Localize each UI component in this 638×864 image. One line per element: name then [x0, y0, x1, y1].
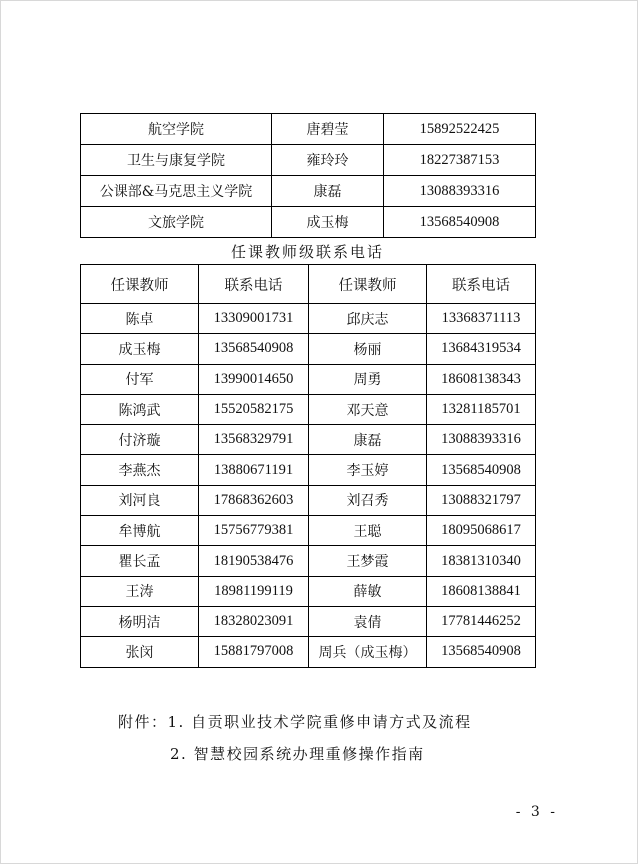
- teacher-name-cell: 陈鸿武: [81, 394, 199, 424]
- teacher-phone-cell: 13088393316: [427, 425, 536, 455]
- teacher-name-cell: 杨丽: [309, 334, 427, 364]
- teacher-name-cell: 刘河良: [81, 485, 199, 515]
- teacher-name-cell: 牟博航: [81, 516, 199, 546]
- teacher-row: [81, 546, 536, 576]
- teacher-row: [81, 304, 536, 334]
- teacher-name-cell: 王涛: [81, 576, 199, 606]
- teacher-row: [81, 364, 536, 394]
- contact-name-cell: 雍玲玲: [272, 145, 384, 176]
- teacher-name-cell: 付军: [81, 364, 199, 394]
- teacher-name-cell: 刘召秀: [309, 485, 427, 515]
- teacher-name-cell: 邓天意: [309, 394, 427, 424]
- teacher-phone-cell: 18328023091: [199, 606, 309, 636]
- teacher-name-cell: 李燕杰: [81, 455, 199, 485]
- teacher-name-cell: 王聪: [309, 516, 427, 546]
- teacher-phone-cell: 13568329791: [199, 425, 309, 455]
- teacher-phone-cell: 13568540908: [427, 637, 536, 667]
- teacher-row: [81, 606, 536, 636]
- teacher-phone-cell: 13281185701: [427, 394, 536, 424]
- teacher-row: [81, 576, 536, 606]
- teacher-name-cell: 周勇: [309, 364, 427, 394]
- contact-name-cell: 唐碧莹: [272, 114, 384, 145]
- teacher-phone-cell: 13368371113: [427, 304, 536, 334]
- teacher-name-cell: 付济璇: [81, 425, 199, 455]
- college-row: [81, 176, 536, 207]
- contact-phone-cell: 13088393316: [384, 176, 536, 207]
- header-phone-1: 联系电话: [199, 265, 309, 304]
- teacher-phone-cell: 13568540908: [427, 455, 536, 485]
- teacher-name-cell: 邱庆志: [309, 304, 427, 334]
- page-number: - 3 -: [515, 804, 558, 820]
- college-name-cell: 公课部&马克思主义学院: [81, 176, 272, 207]
- college-name-cell: 卫生与康复学院: [81, 145, 272, 176]
- teacher-row: [81, 425, 536, 455]
- teacher-name-cell: 薛敏: [309, 576, 427, 606]
- header-phone-2: 联系电话: [427, 265, 536, 304]
- teacher-phone-cell: 18381310340: [427, 546, 536, 576]
- teacher-phone-cell: 13684319534: [427, 334, 536, 364]
- teacher-contact-body: [81, 304, 536, 668]
- teacher-name-cell: 陈卓: [81, 304, 199, 334]
- teacher-phone-cell: 13088321797: [427, 485, 536, 515]
- teacher-table-header-row: [81, 265, 536, 304]
- teacher-phone-cell: 18608138343: [427, 364, 536, 394]
- teacher-name-cell: 康磊: [309, 425, 427, 455]
- teacher-name-cell: 周兵（成玉梅）: [309, 637, 427, 667]
- college-contact-body: [81, 114, 536, 238]
- teacher-name-cell: 李玉婷: [309, 455, 427, 485]
- teacher-phone-cell: 13568540908: [199, 334, 309, 364]
- contact-phone-cell: 13568540908: [384, 207, 536, 238]
- teacher-name-cell: 王梦霞: [309, 546, 427, 576]
- teacher-name-cell: 瞿长孟: [81, 546, 199, 576]
- college-name-cell: 航空学院: [81, 114, 272, 145]
- teacher-contact-table: [80, 264, 536, 668]
- teacher-phone-cell: 13309001731: [199, 304, 309, 334]
- teacher-phone-cell: 17781446252: [427, 606, 536, 636]
- teacher-phone-cell: 15520582175: [199, 394, 309, 424]
- contact-phone-cell: 15892522425: [384, 114, 536, 145]
- teacher-row: [81, 455, 536, 485]
- header-teacher-1: 任课教师: [81, 265, 199, 304]
- college-contact-table: [80, 113, 536, 238]
- contact-name-cell: 成玉梅: [272, 207, 384, 238]
- teacher-row: [81, 485, 536, 515]
- teacher-name-cell: 成玉梅: [81, 334, 199, 364]
- contact-name-cell: 康磊: [272, 176, 384, 207]
- teacher-phone-cell: 18095068617: [427, 516, 536, 546]
- teacher-name-cell: 袁倩: [309, 606, 427, 636]
- attachment-line-1: 附件：1. 自贡职业技术学院重修申请方式及流程: [118, 713, 472, 731]
- teacher-phone-cell: 15756779381: [199, 516, 309, 546]
- teacher-phone-cell: 18190538476: [199, 546, 309, 576]
- teacher-row: [81, 516, 536, 546]
- header-teacher-2: 任课教师: [309, 265, 427, 304]
- teacher-row: [81, 637, 536, 667]
- teacher-phone-cell: 15881797008: [199, 637, 309, 667]
- teacher-table-title: 任课教师级联系电话: [230, 243, 384, 261]
- attachment-line-2: 2. 智慧校园系统办理重修操作指南: [170, 745, 425, 763]
- college-row: [81, 114, 536, 145]
- teacher-phone-cell: 13880671191: [199, 455, 309, 485]
- teacher-phone-cell: 17868362603: [199, 485, 309, 515]
- college-row: [81, 145, 536, 176]
- teacher-row: [81, 394, 536, 424]
- teacher-row: [81, 334, 536, 364]
- teacher-phone-cell: 18608138841: [427, 576, 536, 606]
- contact-phone-cell: 18227387153: [384, 145, 536, 176]
- teacher-phone-cell: 13990014650: [199, 364, 309, 394]
- teacher-name-cell: 张闵: [81, 637, 199, 667]
- teacher-name-cell: 杨明洁: [81, 606, 199, 636]
- college-name-cell: 文旅学院: [81, 207, 272, 238]
- college-row: [81, 207, 536, 238]
- teacher-phone-cell: 18981199119: [199, 576, 309, 606]
